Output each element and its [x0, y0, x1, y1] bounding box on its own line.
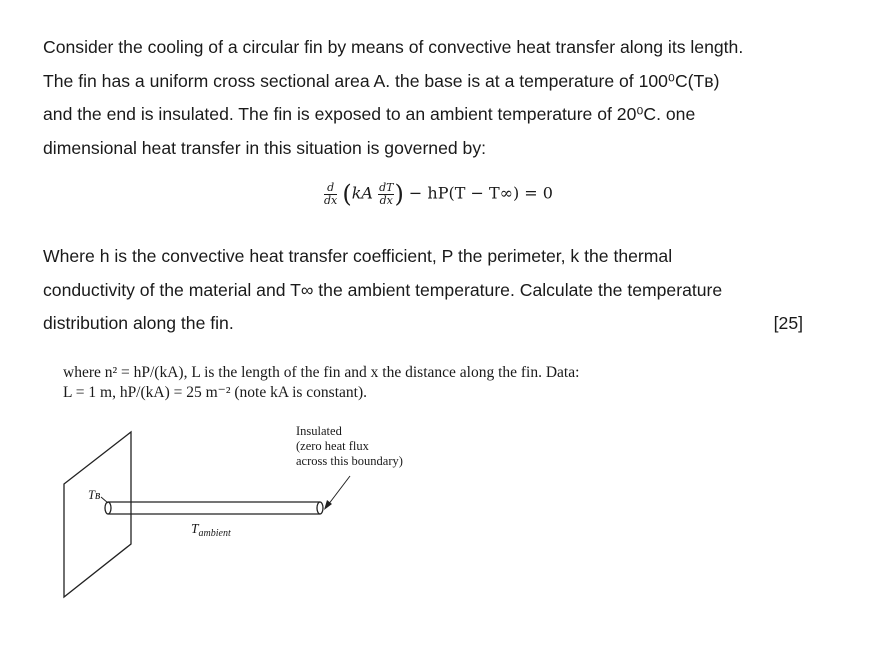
marks-label: [25]: [773, 313, 803, 333]
left-paren: (: [342, 180, 352, 208]
fin-tip-end: [317, 502, 323, 514]
right-paren: ): [394, 180, 404, 208]
eq-kA: kA: [351, 183, 373, 203]
problem-line: dimensional heat transfer in this situation is governed by:: [43, 137, 487, 158]
tb-pointer: [101, 497, 108, 503]
description-line: Where h is the convective heat transfer coefficient, P the perimeter, k the thermal: [43, 246, 673, 266]
ambient-temperature-label: $T_{ambient}$: [191, 521, 231, 539]
insulated-label: [296, 424, 403, 469]
note-line-1: where n² = hP/(kA), L is the length of the fin and x the distance along the fin. Data:: [63, 364, 580, 381]
d-dx-fraction: $\frac{d}{dx}$: [324, 180, 338, 207]
problem-line: The fin has a uniform cross sectional area A. the base is at a temperature of 100⁰C(Tʙ): [43, 70, 720, 91]
fin-base-end: [105, 502, 111, 514]
description-line: distribution along the fin.: [43, 313, 234, 333]
eq-rest: − hP(T − T∞) = 0: [408, 183, 553, 203]
problem-line: and the end is insulated. The fin is exposed to an ambient temperature of 20⁰C. one: [43, 104, 696, 124]
ambient-subscript: ambient: [198, 528, 231, 539]
insulated-line: Insulated: [296, 424, 342, 438]
base-temperature-label: Tʙ: [88, 488, 101, 502]
insulated-line: across this boundary): [296, 454, 403, 468]
insulated-line: (zero heat flux: [296, 439, 369, 453]
description-line: conductivity of the material and T∞ the ambient temperature. Calculate the temperature: [43, 279, 723, 300]
dT-dx-fraction: $\frac{dT}{dx}$: [379, 180, 394, 207]
insulated-arrow-line: [328, 476, 350, 505]
note-line-2: L = 1 m, hP/(kA) = 25 m⁻² (note kA is constant).: [63, 384, 367, 401]
problem-line: Consider the cooling of a circular fin by means of convective heat transfer along its length.: [43, 37, 744, 57]
